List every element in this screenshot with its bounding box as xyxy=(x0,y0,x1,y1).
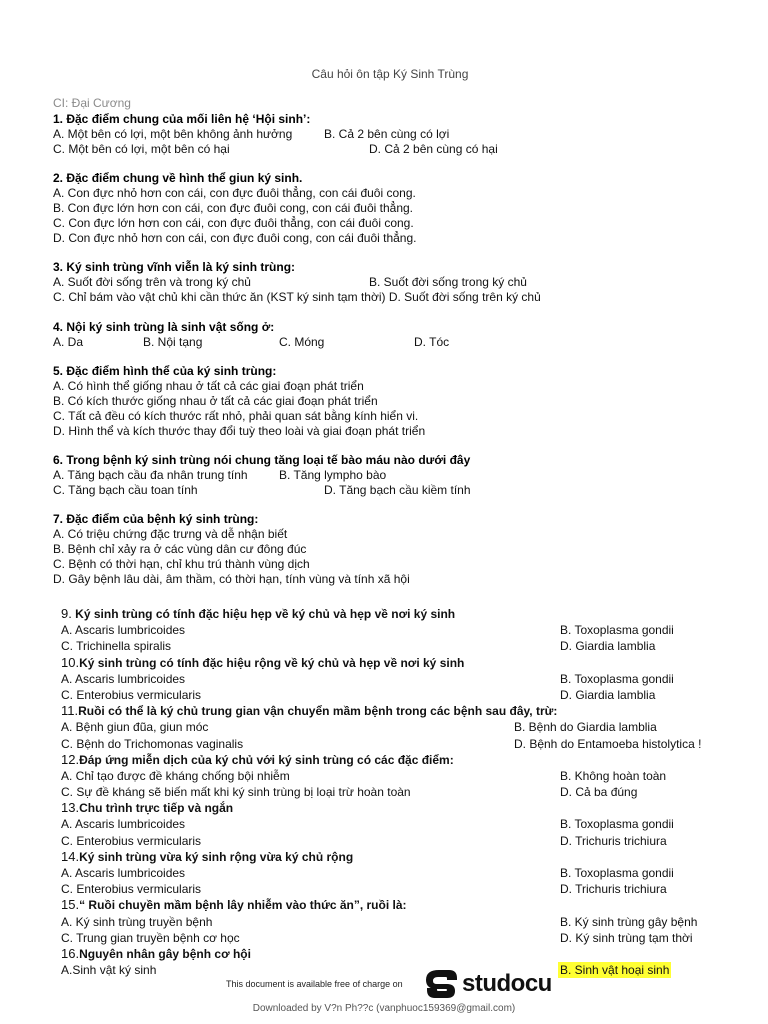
question-16 xyxy=(61,946,721,962)
question-9 xyxy=(61,606,721,622)
answer-option: D. Tóc xyxy=(414,335,450,349)
answer-option: B. Toxoplasma gondii xyxy=(560,623,674,638)
question-text: 5. Đặc điểm hình thể của ký sinh trùng: xyxy=(53,364,277,378)
question-4 xyxy=(53,320,450,350)
answer-option: A. Da xyxy=(53,335,84,349)
question-text: “ Ruồi chuyền mầm bệnh lây nhiễm vào thức ăn”, ruồi là: xyxy=(79,898,407,913)
answer-row xyxy=(61,914,721,930)
answer-row xyxy=(61,816,721,832)
answer-row xyxy=(61,638,721,654)
answer-option: B. Toxoplasma gondii xyxy=(560,817,674,832)
answer-row xyxy=(53,142,498,157)
answer-option: D. Giardia lamblia xyxy=(560,687,656,702)
answer-option: D. Cả 2 bên cùng có hại xyxy=(369,142,498,156)
question-6 xyxy=(53,453,470,498)
answer-option: D. Trichuris trichiura xyxy=(560,833,667,848)
answer-option: B. Bệnh chỉ xảy ra ở các vùng dân cư đông đúc xyxy=(53,542,307,556)
answer-row xyxy=(61,768,721,784)
answer-option: A. Một bên có lợi, một bên không ảnh hưởng xyxy=(53,127,293,141)
question-text: 1. Đặc điểm chung của mối liên hệ ‘Hội sinh’: xyxy=(53,112,311,126)
highlighted-answer-option: B. Sinh vật hoại sinh xyxy=(560,963,670,978)
answer-option: D. Ký sinh trùng tạm thời xyxy=(560,930,693,945)
answer-option: A. Con đực nhỏ hơn con cái, con đực đuôi thẳng, con cái đuôi cong. xyxy=(53,186,416,200)
question-number: 13. xyxy=(61,800,80,816)
answer-option: C. Con đực lớn hơn con cái, con đực đuôi thẳng, con cái đuôi cong. xyxy=(53,216,414,230)
answer-option: C. Tăng bạch cầu toan tính xyxy=(53,483,198,497)
chapter-heading: CI: Đại Cương xyxy=(53,96,131,110)
footer-availability-text: This document is available free of charge on xyxy=(226,979,403,989)
answer-option: A. Ký sinh trùng truyền bệnh xyxy=(61,914,213,929)
answer-option: D. Con đực nhỏ hơn con cái, con đực đuôi cong, con cái đuôi thẳng. xyxy=(53,231,417,245)
answer-option: D. Tăng bạch cầu kiềm tính xyxy=(324,483,471,497)
answer-option: B. Có kích thước giống nhau ở tất cả các giai đoạn phát triển xyxy=(53,394,378,408)
question-15 xyxy=(61,897,721,913)
answer-option: B. Bệnh do Giardia lamblia xyxy=(514,720,657,735)
answer-option: B. Toxoplasma gondii xyxy=(560,671,674,686)
question-text: 3. Ký sinh trùng vĩnh viễn là ký sinh trùng: xyxy=(53,260,296,274)
answer-option: A.Sinh vật ký sinh xyxy=(61,963,157,978)
question-number: 14. xyxy=(61,848,80,864)
answer-option: A. Chỉ tạo được đề kháng chống bội nhiễm xyxy=(61,768,290,783)
question-number: 10. xyxy=(61,654,80,670)
question-text: Ký sinh trùng có tính đặc hiệu rộng về ký chủ và hẹp về nơi ký sinh xyxy=(79,655,465,670)
answer-option: C. Móng xyxy=(279,335,325,349)
answer-row xyxy=(61,784,721,800)
answer-option: D. Hình thể và kích thước thay đổi tuỳ theo loài và giai đoạn phát triển xyxy=(53,424,426,438)
answer-option: D. Cả ba đúng xyxy=(560,785,638,800)
answer-option: C. Enterobius vermicularis xyxy=(61,833,202,848)
answer-option: C. Enterobius vermicularis xyxy=(61,687,202,702)
answer-option: C. Chỉ bám vào vật chủ khi cần thức ăn (KST ký sinh tạm thời) D. Suốt đời sống trên ký chủ xyxy=(53,290,541,304)
question-text: Ký sinh trùng vừa ký sinh rộng vừa ký chủ rộng xyxy=(79,849,354,864)
answer-row xyxy=(53,483,470,498)
question-14 xyxy=(61,849,721,865)
answer-row xyxy=(53,335,450,350)
question-text: 7. Đặc điểm của bệnh ký sinh trùng: xyxy=(53,512,259,526)
answer-row xyxy=(61,962,721,978)
question-list-2 xyxy=(61,606,721,978)
question-text: Ký sinh trùng có tính đặc hiệu hẹp về ký chủ và hẹp về nơi ký sinh xyxy=(71,607,456,621)
question-3 xyxy=(53,260,541,305)
answer-option: A. Suốt đời sống trên và trong ký chủ xyxy=(53,275,251,289)
question-2 xyxy=(53,171,417,246)
answer-option: A. Có triệu chứng đặc trưng và dễ nhận biết xyxy=(53,527,288,541)
answer-option: C. Sự đề kháng sẽ biến mất khi ký sinh trùng bị loại trừ hoàn toàn xyxy=(61,785,411,800)
answer-option: C. Trichinella spiralis xyxy=(61,639,172,654)
question-number: 9. xyxy=(61,606,72,621)
answer-row xyxy=(61,719,721,735)
answer-row xyxy=(53,127,450,142)
answer-option: C. Một bên có lợi, một bên có hại xyxy=(53,142,230,156)
answer-row xyxy=(61,865,721,881)
question-10 xyxy=(61,655,721,671)
answer-option: C. Trung gian truyền bệnh cơ học xyxy=(61,930,240,945)
document-title: Câu hỏi ôn tập Ký Sinh Trùng xyxy=(311,67,469,81)
question-text: 6. Trong bệnh ký sinh trùng nói chung tăng loại tế bào máu nào dưới đây xyxy=(53,453,471,467)
answer-row xyxy=(61,930,721,946)
answer-option: B. Toxoplasma gondii xyxy=(560,866,674,880)
answer-row xyxy=(61,671,721,687)
question-text: Ruồi có thể là ký chủ trung gian vận chuyển mầm bệnh trong các bệnh sau đây, trừ: xyxy=(78,704,558,719)
answer-option: A. Ascaris lumbricoides xyxy=(61,866,186,880)
question-number: 15. xyxy=(61,897,80,913)
studocu-brand-name[interactable]: studocu xyxy=(462,970,552,997)
question-text: Chu trình trực tiếp và ngắn xyxy=(79,801,234,816)
answer-option: A. Có hình thể giống nhau ở tất cả các giai đoạn phát triển xyxy=(53,379,364,393)
answer-option: C. Enterobius vermicularis xyxy=(61,882,202,897)
answer-row xyxy=(53,468,470,483)
answer-option: D. Giardia lamblia xyxy=(560,639,656,654)
question-5 xyxy=(53,364,425,439)
answer-row xyxy=(61,833,721,849)
answer-row xyxy=(61,687,721,703)
answer-option: A. Ascaris lumbricoides xyxy=(61,623,186,638)
question-11 xyxy=(61,703,721,719)
answer-option: A. Bệnh giun đũa, giun móc xyxy=(61,720,209,735)
question-text: Đáp ứng miễn dịch của ký chủ với ký sinh trùng có các đặc điểm: xyxy=(79,752,454,767)
answer-option: B. Con đực lớn hơn con cái, con đực đuôi cong, con cái đuôi thẳng. xyxy=(53,201,414,215)
answer-row xyxy=(61,622,721,638)
question-1 xyxy=(53,112,498,157)
question-number: 16. xyxy=(61,945,80,961)
answer-option: C. Bệnh có thời hạn, chỉ khu trú thành vùng dịch xyxy=(53,557,310,571)
answer-option: B. Suốt đời sống trong ký chủ xyxy=(369,275,527,289)
answer-option: A. Ascaris lumbricoides xyxy=(61,671,186,686)
answer-row xyxy=(61,736,721,752)
question-number: 12. xyxy=(61,751,80,767)
question-text: 2. Đặc điểm chung về hình thể giun ký sinh. xyxy=(53,171,303,185)
download-attribution: Downloaded by V?n Ph??c (vanphuoc159369@gmail.com) xyxy=(252,1003,516,1014)
answer-option: A. Tăng bạch cầu đa nhân trung tính xyxy=(53,468,248,482)
answer-option: D. Bệnh do Entamoeba histolytica ! xyxy=(514,736,702,751)
answer-option: B. Cả 2 bên cùng có lợi xyxy=(324,127,450,141)
question-text: Nguyên nhân gây bệnh cơ hội xyxy=(79,946,251,961)
answer-row xyxy=(61,881,721,897)
answer-option: A. Ascaris lumbricoides xyxy=(61,817,186,832)
question-text: 4. Nội ký sinh trùng là sinh vật sống ở: xyxy=(53,320,275,334)
studocu-logo-icon xyxy=(425,968,459,1000)
answer-option: B. Nội tạng xyxy=(143,335,203,349)
answer-option: D. Gây bệnh lâu dài, âm thầm, có thời hạn, tính vùng và tính xã hội xyxy=(53,572,410,586)
answer-option: B. Ký sinh trùng gây bệnh xyxy=(560,914,698,929)
question-13 xyxy=(61,800,721,816)
answer-row xyxy=(53,275,541,290)
question-number: 11. xyxy=(61,703,79,719)
answer-option: D. Trichuris trichiura xyxy=(560,882,667,897)
answer-option: C. Tất cả đều có kích thước rất nhỏ, phải quan sát bằng kính hiển vi. xyxy=(53,409,419,423)
answer-option: C. Bệnh do Trichomonas vaginalis xyxy=(61,736,244,751)
question-12 xyxy=(61,752,721,768)
question-7 xyxy=(53,512,410,587)
answer-option: B. Tăng lympho bào xyxy=(279,468,387,482)
answer-option: B. Không hoàn toàn xyxy=(560,768,667,783)
